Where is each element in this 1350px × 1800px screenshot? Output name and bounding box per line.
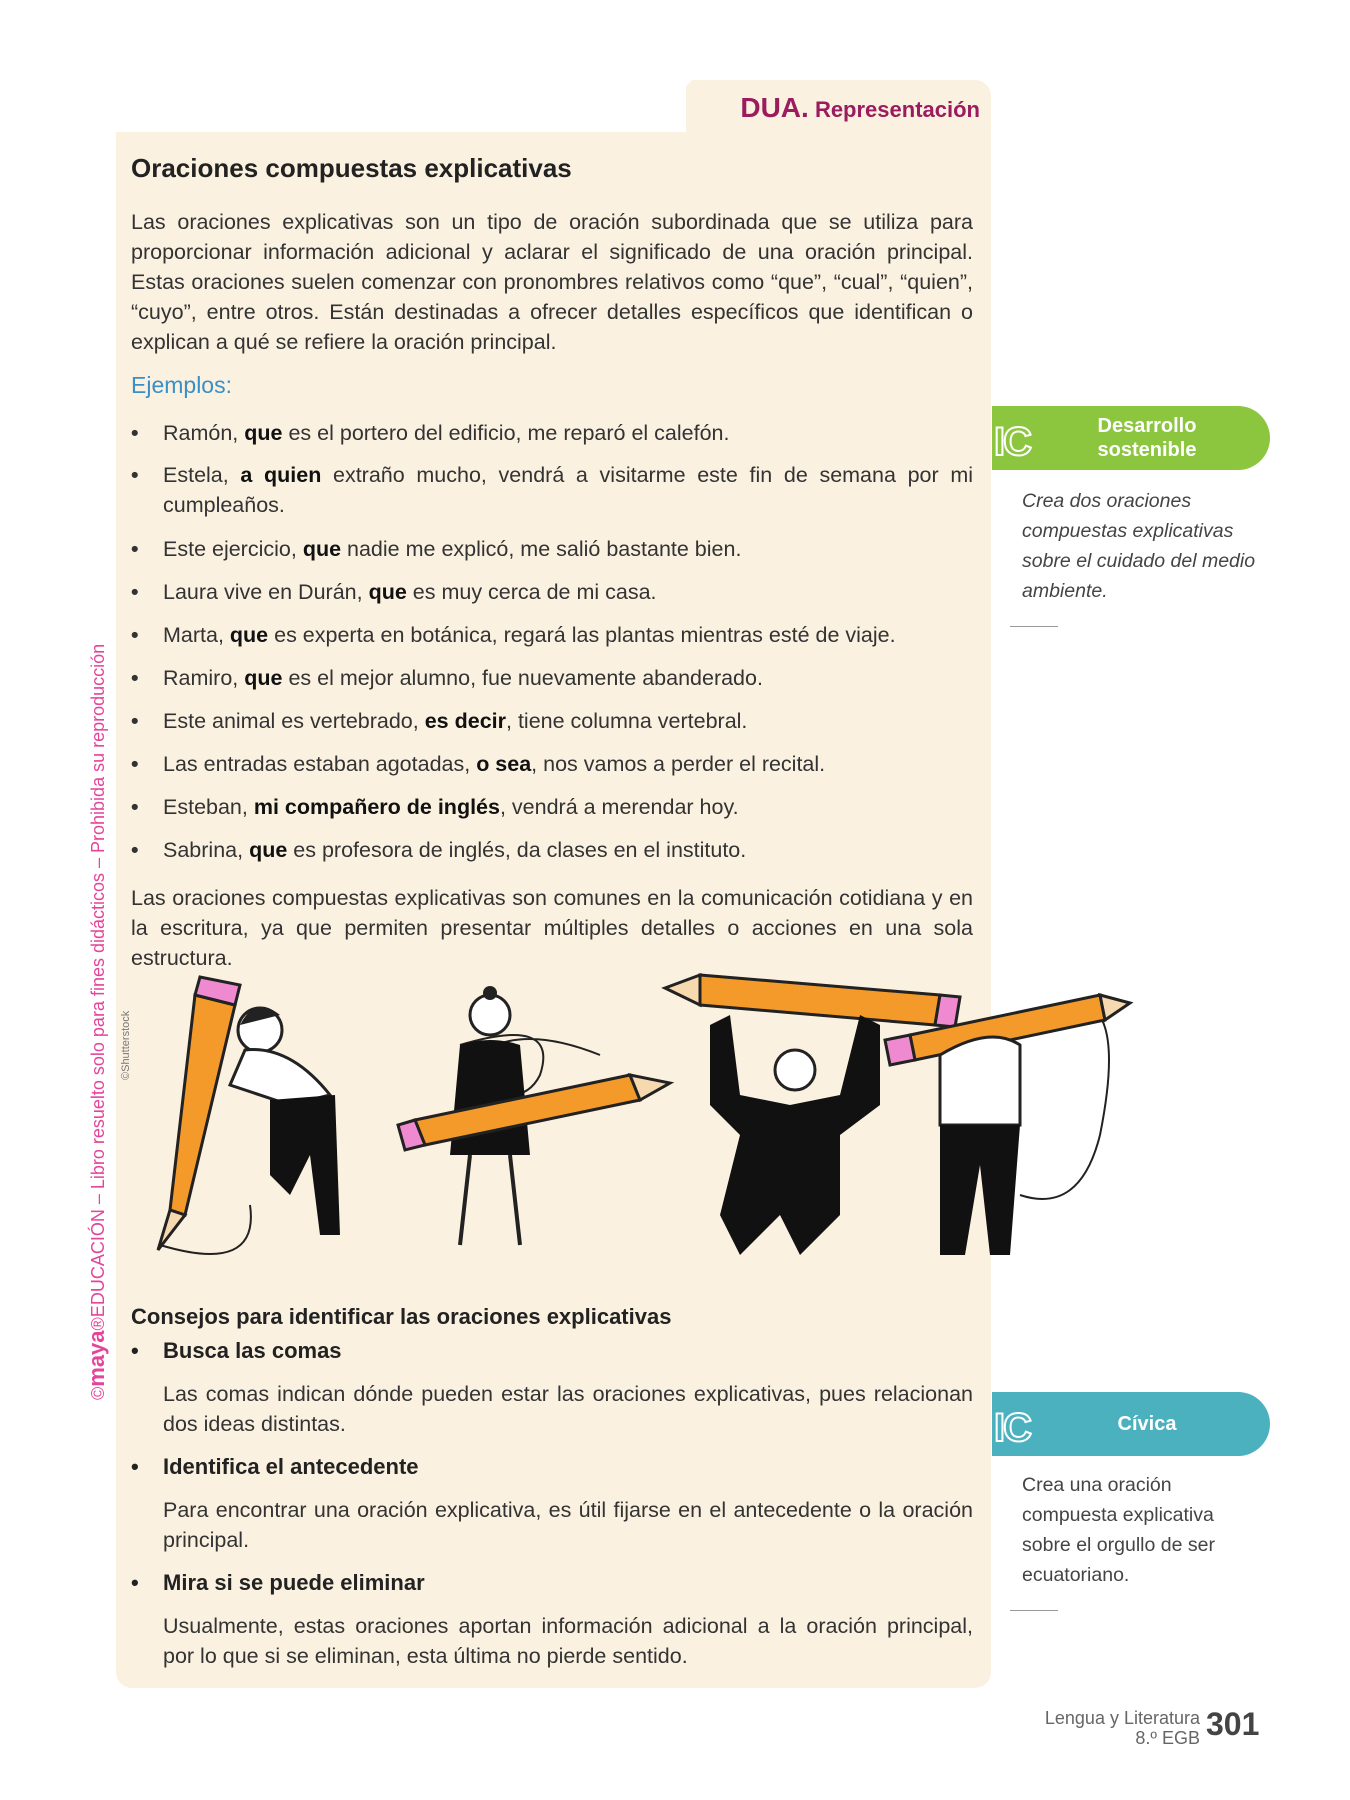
ic-box-label: Desarrollo sostenible [1097,415,1197,461]
ic-box-label: Cívica [1117,1413,1177,1435]
tip-body: Las comas indican dónde pueden estar las oraciones explicativas, pues relacionan dos ideas distintas. [163,1382,973,1436]
image-credit: ©Shutterstock [120,1010,132,1080]
pencil-people-illustration [140,955,1180,1305]
ic-box-header [992,1392,1270,1456]
intro-paragraph: Las oraciones explicativas son un tipo de oración subordinada que se utiliza para proporcionar información adicional y aclarar el significado de una oración principal. Estas oraciones suelen comenzar con pronombres relativos como “que”, “cual”, “quien”, “cuyo”, entre otros. Están destinadas a ofrecer detalles específicos que identifican o explican a qué se refiere la oración principal. [131,210,973,354]
copyright-vertical-text: ©maya®EDUCACIÓN – Libro resuelto solo para fines didácticos – Prohibida su reproducción [84,643,109,1400]
ic-logo-icon: IC [994,1406,1030,1450]
ic-box-desarrollo-sostenible [992,406,1270,632]
tip-body: Usualmente, estas oraciones aportan información adicional a la oración principal, por lo que si se eliminan, esta última no pierde sentido. [163,1614,973,1668]
ic-logo-icon: IC [994,420,1030,464]
tips-title: Consejos para identificar las oraciones explicativas [131,1304,672,1329]
ic-box-header [992,406,1270,470]
person-with-pencil-2 [398,986,670,1245]
divider [1010,626,1058,627]
tip-body: Para encontrar una oración explicativa, es útil fijarse en el antecedente o la oración principal. [163,1498,973,1552]
person-with-pencil-4 [885,995,1130,1255]
page-title: Oraciones compuestas explicativas [131,153,572,183]
page-number: 301 [1206,1706,1260,1742]
divider [1010,1610,1058,1611]
examples-label: Ejemplos: [131,372,232,398]
ic-box-civica [992,1392,1270,1618]
closing-paragraph: Las oraciones compuestas explicativas son comunes en la comunicación cotidiana y en la escritura, ya que permiten presentar múltiples detalles o acciones en una sola estructura. [131,886,973,970]
dua-heading: DUA. Representación [740,92,980,123]
ic-box-text: Crea dos oraciones compuestas explicativas sobre el cuidado del medio ambiente. [1022,490,1256,602]
person-with-pencil-1 [158,977,340,1254]
footer-subject: Lengua y Literatura 8.º EGB [1044,1708,1200,1748]
panel-notch-corner [640,80,692,132]
maya-logo: maya [84,1330,109,1387]
panel-notch [116,80,686,132]
ic-box-text: Crea una oración compuesta explicativa sobre el orgullo de ser ecuatoriano. [1022,1474,1215,1586]
person-with-pencil-3 [665,975,960,1255]
